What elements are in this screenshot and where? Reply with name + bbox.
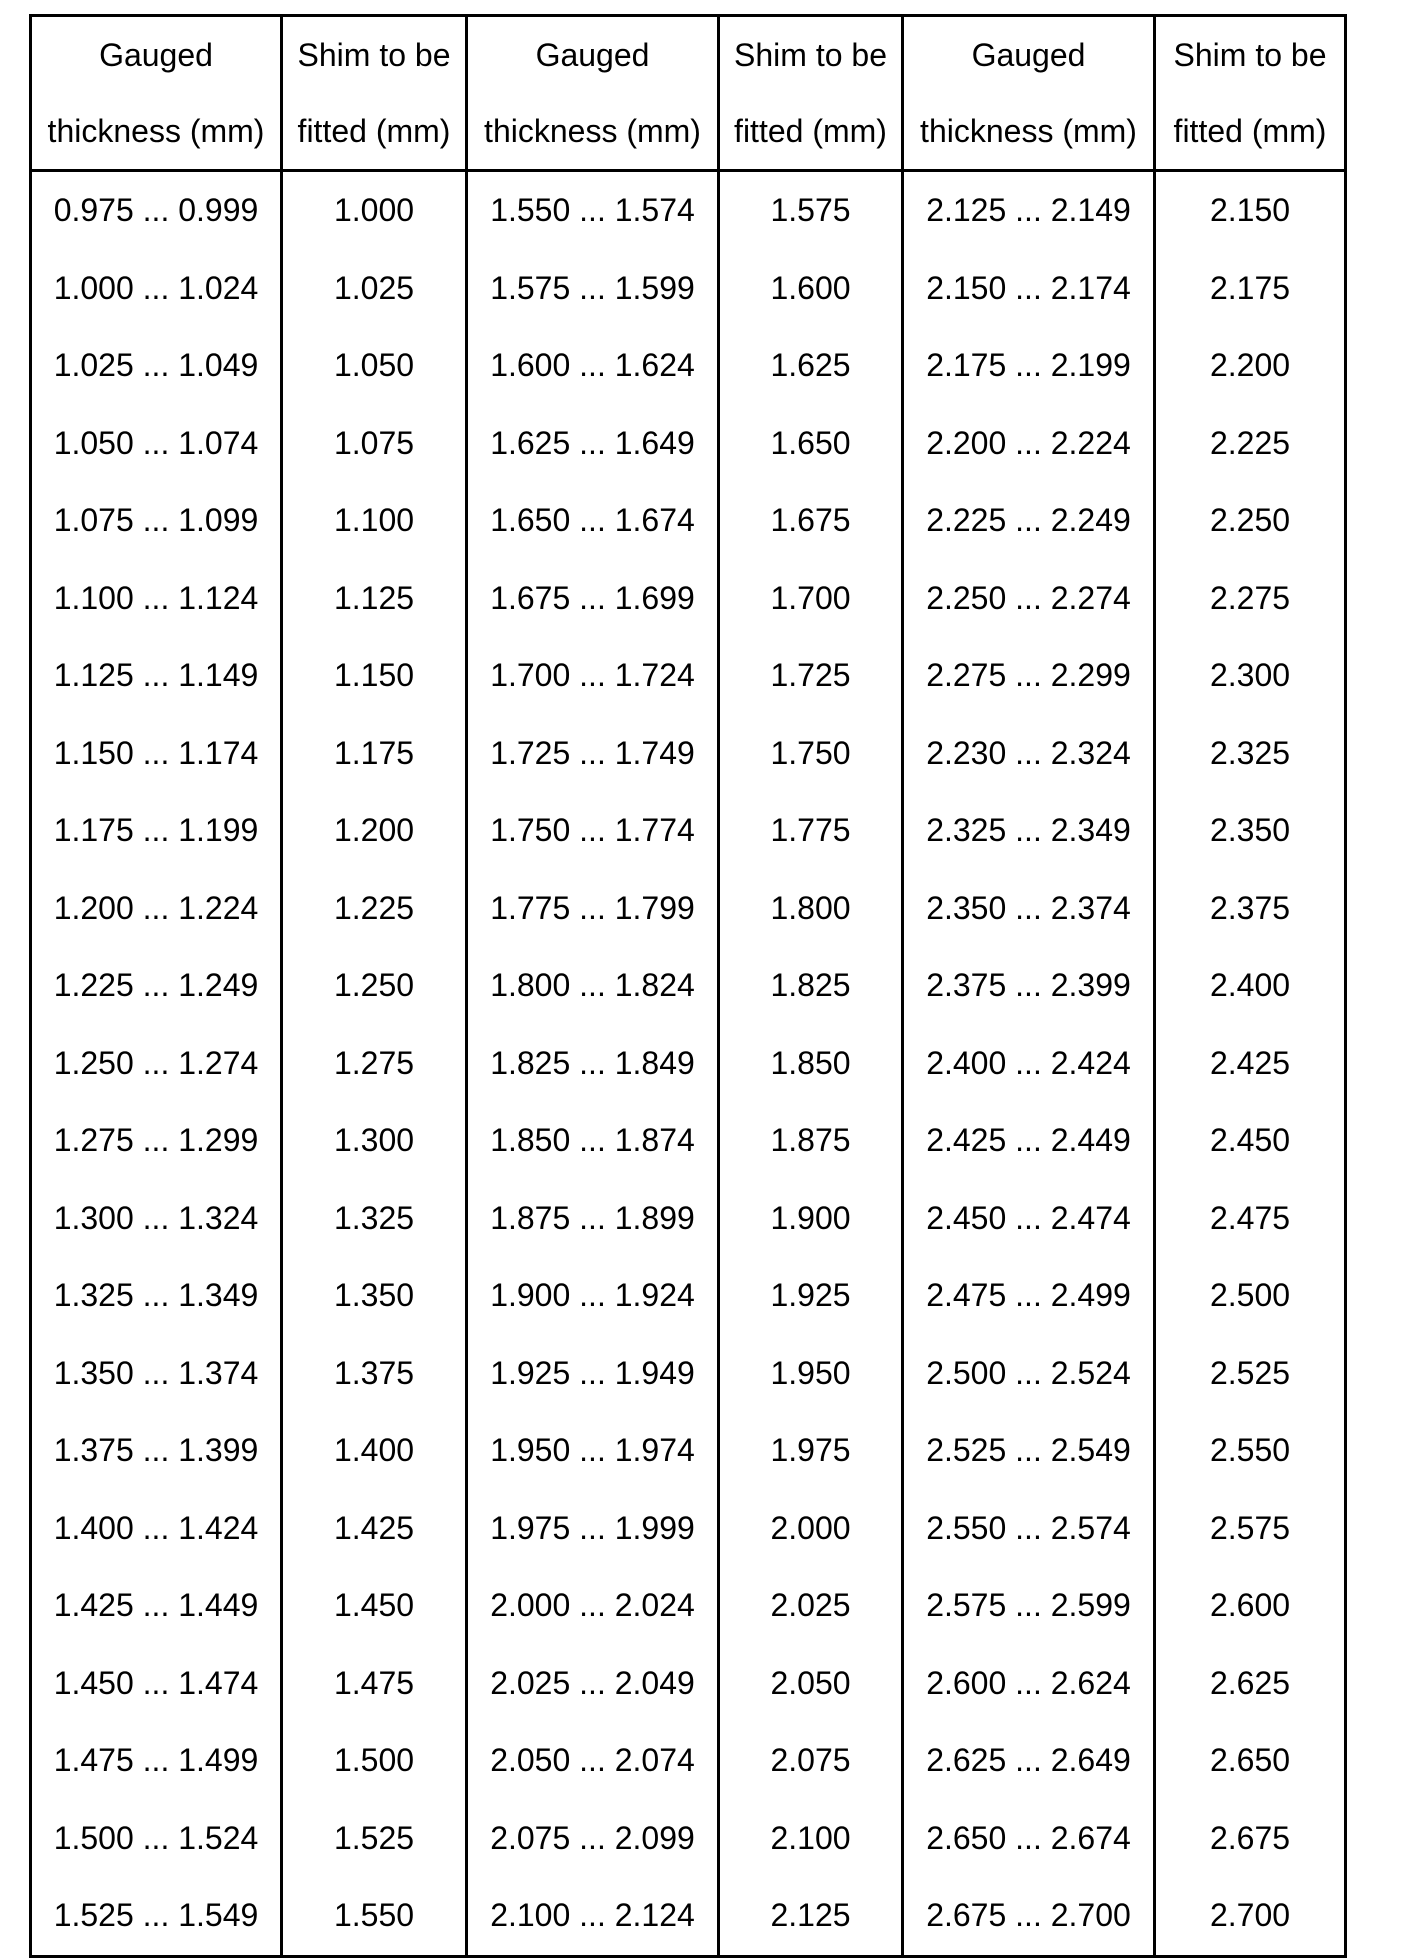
shim-fitted-cell: 1.700 bbox=[719, 560, 903, 638]
gauged-thickness-range-cell: 1.400 ... 1.424 bbox=[31, 1490, 282, 1568]
gauged-thickness-range-cell: 1.950 ... 1.974 bbox=[467, 1412, 719, 1490]
gauged-thickness-range-cell: 2.425 ... 2.449 bbox=[903, 1102, 1155, 1180]
table-row bbox=[31, 1645, 1346, 1723]
shim-fitted-cell: 1.725 bbox=[719, 637, 903, 715]
header-gauged-thickness-2: Gauged bbox=[467, 16, 719, 94]
shim-fitted-cell: 1.500 bbox=[282, 1722, 467, 1800]
header-shim-fitted-2: Shim to be bbox=[719, 16, 903, 94]
table-row bbox=[31, 560, 1346, 638]
gauged-thickness-range-cell: 2.450 ... 2.474 bbox=[903, 1180, 1155, 1258]
gauged-thickness-range-cell: 2.575 ... 2.599 bbox=[903, 1567, 1155, 1645]
gauged-thickness-range-cell: 2.675 ... 2.700 bbox=[903, 1877, 1155, 1956]
gauged-thickness-range-cell: 1.875 ... 1.899 bbox=[467, 1180, 719, 1258]
gauged-thickness-range-cell: 2.400 ... 2.424 bbox=[903, 1025, 1155, 1103]
gauged-thickness-range-cell: 1.275 ... 1.299 bbox=[31, 1102, 282, 1180]
shim-fitted-cell: 2.650 bbox=[1155, 1722, 1346, 1800]
header-shim-fitted-3: Shim to be bbox=[1155, 16, 1346, 94]
gauged-thickness-range-cell: 0.975 ... 0.999 bbox=[31, 171, 282, 250]
shim-fitted-cell: 1.400 bbox=[282, 1412, 467, 1490]
table-row bbox=[31, 1877, 1346, 1956]
gauged-thickness-range-cell: 1.775 ... 1.799 bbox=[467, 870, 719, 948]
shim-fitted-cell: 2.500 bbox=[1155, 1257, 1346, 1335]
header-shim-fitted-unit-1: fitted (mm) bbox=[282, 93, 467, 171]
gauged-thickness-range-cell: 1.125 ... 1.149 bbox=[31, 637, 282, 715]
gauged-thickness-range-cell: 2.375 ... 2.399 bbox=[903, 947, 1155, 1025]
gauged-thickness-range-cell: 2.650 ... 2.674 bbox=[903, 1800, 1155, 1878]
gauged-thickness-range-cell: 1.500 ... 1.524 bbox=[31, 1800, 282, 1878]
gauged-thickness-range-cell: 1.575 ... 1.599 bbox=[467, 250, 719, 328]
shim-fitted-cell: 1.450 bbox=[282, 1567, 467, 1645]
shim-fitted-cell: 2.675 bbox=[1155, 1800, 1346, 1878]
gauged-thickness-range-cell: 1.625 ... 1.649 bbox=[467, 405, 719, 483]
table-row bbox=[31, 482, 1346, 560]
shim-fitted-cell: 2.400 bbox=[1155, 947, 1346, 1025]
shim-fitted-cell: 1.925 bbox=[719, 1257, 903, 1335]
shim-fitted-cell: 1.775 bbox=[719, 792, 903, 870]
gauged-thickness-range-cell: 2.025 ... 2.049 bbox=[467, 1645, 719, 1723]
gauged-thickness-range-cell: 2.350 ... 2.374 bbox=[903, 870, 1155, 948]
header-row-line1 bbox=[31, 16, 1346, 94]
gauged-thickness-range-cell: 1.600 ... 1.624 bbox=[467, 327, 719, 405]
table-row bbox=[31, 1257, 1346, 1335]
shim-fitted-cell: 1.650 bbox=[719, 405, 903, 483]
header-gauged-thickness-1: Gauged bbox=[31, 16, 282, 94]
gauged-thickness-range-cell: 1.650 ... 1.674 bbox=[467, 482, 719, 560]
gauged-thickness-range-cell: 1.850 ... 1.874 bbox=[467, 1102, 719, 1180]
gauged-thickness-range-cell: 1.300 ... 1.324 bbox=[31, 1180, 282, 1258]
shim-fitted-cell: 2.100 bbox=[719, 1800, 903, 1878]
header-row-line2 bbox=[31, 93, 1346, 171]
shim-fitted-cell: 2.025 bbox=[719, 1567, 903, 1645]
header-shim-fitted-1: Shim to be bbox=[282, 16, 467, 94]
shim-fitted-cell: 1.325 bbox=[282, 1180, 467, 1258]
shim-fitted-cell: 1.875 bbox=[719, 1102, 903, 1180]
shim-fitted-cell: 2.450 bbox=[1155, 1102, 1346, 1180]
shim-fitted-cell: 1.300 bbox=[282, 1102, 467, 1180]
shim-fitted-cell: 1.000 bbox=[282, 171, 467, 250]
table-row bbox=[31, 715, 1346, 793]
table-body bbox=[31, 171, 1346, 1957]
gauged-thickness-range-cell: 2.625 ... 2.649 bbox=[903, 1722, 1155, 1800]
shim-fitted-cell: 2.300 bbox=[1155, 637, 1346, 715]
shim-fitted-cell: 1.850 bbox=[719, 1025, 903, 1103]
shim-fitted-cell: 1.250 bbox=[282, 947, 467, 1025]
table-row bbox=[31, 1800, 1346, 1878]
gauged-thickness-range-cell: 1.900 ... 1.924 bbox=[467, 1257, 719, 1335]
shim-fitted-cell: 2.150 bbox=[1155, 171, 1346, 250]
shim-fitted-cell: 1.975 bbox=[719, 1412, 903, 1490]
gauged-thickness-range-cell: 2.000 ... 2.024 bbox=[467, 1567, 719, 1645]
gauged-thickness-range-cell: 2.500 ... 2.524 bbox=[903, 1335, 1155, 1413]
gauged-thickness-range-cell: 2.225 ... 2.249 bbox=[903, 482, 1155, 560]
shim-fitted-cell: 2.425 bbox=[1155, 1025, 1346, 1103]
shim-fitted-cell: 1.175 bbox=[282, 715, 467, 793]
table-row bbox=[31, 1412, 1346, 1490]
table-header bbox=[31, 16, 1346, 171]
table-row bbox=[31, 171, 1346, 250]
header-shim-fitted-unit-2: fitted (mm) bbox=[719, 93, 903, 171]
table-row bbox=[31, 1180, 1346, 1258]
shim-fitted-cell: 1.125 bbox=[282, 560, 467, 638]
gauged-thickness-range-cell: 1.550 ... 1.574 bbox=[467, 171, 719, 250]
shim-fitted-cell: 1.525 bbox=[282, 1800, 467, 1878]
shim-fitted-cell: 1.275 bbox=[282, 1025, 467, 1103]
gauged-thickness-range-cell: 1.025 ... 1.049 bbox=[31, 327, 282, 405]
header-gauged-thickness-3: Gauged bbox=[903, 16, 1155, 94]
shim-fitted-cell: 2.475 bbox=[1155, 1180, 1346, 1258]
shim-fitted-cell: 1.800 bbox=[719, 870, 903, 948]
shim-fitted-cell: 2.325 bbox=[1155, 715, 1346, 793]
shim-fitted-cell: 2.375 bbox=[1155, 870, 1346, 948]
gauged-thickness-range-cell: 2.275 ... 2.299 bbox=[903, 637, 1155, 715]
shim-fitted-cell: 2.275 bbox=[1155, 560, 1346, 638]
shim-fitted-cell: 2.575 bbox=[1155, 1490, 1346, 1568]
shim-fitted-cell: 1.225 bbox=[282, 870, 467, 948]
shim-fitted-cell: 1.050 bbox=[282, 327, 467, 405]
gauged-thickness-range-cell: 2.100 ... 2.124 bbox=[467, 1877, 719, 1956]
shim-fitted-cell: 2.200 bbox=[1155, 327, 1346, 405]
gauged-thickness-range-cell: 1.525 ... 1.549 bbox=[31, 1877, 282, 1956]
shim-fitted-cell: 2.175 bbox=[1155, 250, 1346, 328]
shim-fitted-cell: 1.100 bbox=[282, 482, 467, 560]
shim-fitted-cell: 2.250 bbox=[1155, 482, 1346, 560]
shim-fitted-cell: 1.950 bbox=[719, 1335, 903, 1413]
table-row bbox=[31, 250, 1346, 328]
header-gauged-thickness-unit-3: thickness (mm) bbox=[903, 93, 1155, 171]
shim-fitted-cell: 1.600 bbox=[719, 250, 903, 328]
header-gauged-thickness-unit-2: thickness (mm) bbox=[467, 93, 719, 171]
gauged-thickness-range-cell: 1.225 ... 1.249 bbox=[31, 947, 282, 1025]
gauged-thickness-range-cell: 1.350 ... 1.374 bbox=[31, 1335, 282, 1413]
table-row bbox=[31, 327, 1346, 405]
gauged-thickness-range-cell: 1.725 ... 1.749 bbox=[467, 715, 719, 793]
shim-fitted-cell: 1.350 bbox=[282, 1257, 467, 1335]
gauged-thickness-range-cell: 1.475 ... 1.499 bbox=[31, 1722, 282, 1800]
gauged-thickness-range-cell: 1.000 ... 1.024 bbox=[31, 250, 282, 328]
shim-fitted-cell: 1.750 bbox=[719, 715, 903, 793]
table-row bbox=[31, 637, 1346, 715]
gauged-thickness-range-cell: 1.975 ... 1.999 bbox=[467, 1490, 719, 1568]
shim-fitted-cell: 2.350 bbox=[1155, 792, 1346, 870]
gauged-thickness-range-cell: 2.200 ... 2.224 bbox=[903, 405, 1155, 483]
shim-fitted-cell: 2.075 bbox=[719, 1722, 903, 1800]
gauged-thickness-range-cell: 1.925 ... 1.949 bbox=[467, 1335, 719, 1413]
shim-fitted-cell: 1.200 bbox=[282, 792, 467, 870]
gauged-thickness-range-cell: 1.050 ... 1.074 bbox=[31, 405, 282, 483]
gauged-thickness-range-cell: 2.550 ... 2.574 bbox=[903, 1490, 1155, 1568]
shim-fitted-cell: 1.625 bbox=[719, 327, 903, 405]
header-gauged-thickness-unit-1: thickness (mm) bbox=[31, 93, 282, 171]
gauged-thickness-range-cell: 2.325 ... 2.349 bbox=[903, 792, 1155, 870]
shim-fitted-cell: 2.600 bbox=[1155, 1567, 1346, 1645]
gauged-thickness-range-cell: 1.425 ... 1.449 bbox=[31, 1567, 282, 1645]
table-row bbox=[31, 405, 1346, 483]
gauged-thickness-range-cell: 1.700 ... 1.724 bbox=[467, 637, 719, 715]
gauged-thickness-range-cell: 1.325 ... 1.349 bbox=[31, 1257, 282, 1335]
shim-fitted-cell: 1.425 bbox=[282, 1490, 467, 1568]
gauged-thickness-range-cell: 2.125 ... 2.149 bbox=[903, 171, 1155, 250]
shim-fitted-cell: 2.550 bbox=[1155, 1412, 1346, 1490]
shim-fitted-cell: 1.150 bbox=[282, 637, 467, 715]
shim-fitted-cell: 1.025 bbox=[282, 250, 467, 328]
table-row bbox=[31, 792, 1346, 870]
gauged-thickness-range-cell: 1.250 ... 1.274 bbox=[31, 1025, 282, 1103]
gauged-thickness-range-cell: 1.375 ... 1.399 bbox=[31, 1412, 282, 1490]
header-shim-fitted-unit-3: fitted (mm) bbox=[1155, 93, 1346, 171]
table-row bbox=[31, 1025, 1346, 1103]
gauged-thickness-range-cell: 2.600 ... 2.624 bbox=[903, 1645, 1155, 1723]
shim-selection-table-container bbox=[29, 14, 1344, 1958]
shim-fitted-cell: 2.525 bbox=[1155, 1335, 1346, 1413]
gauged-thickness-range-cell: 2.525 ... 2.549 bbox=[903, 1412, 1155, 1490]
gauged-thickness-range-cell: 1.100 ... 1.124 bbox=[31, 560, 282, 638]
shim-fitted-cell: 1.075 bbox=[282, 405, 467, 483]
shim-fitted-cell: 2.125 bbox=[719, 1877, 903, 1956]
gauged-thickness-range-cell: 2.250 ... 2.274 bbox=[903, 560, 1155, 638]
table-row bbox=[31, 1567, 1346, 1645]
table-row bbox=[31, 1335, 1346, 1413]
table-row bbox=[31, 870, 1346, 948]
table-row bbox=[31, 1722, 1346, 1800]
gauged-thickness-range-cell: 1.075 ... 1.099 bbox=[31, 482, 282, 560]
gauged-thickness-range-cell: 2.475 ... 2.499 bbox=[903, 1257, 1155, 1335]
shim-fitted-cell: 2.225 bbox=[1155, 405, 1346, 483]
gauged-thickness-range-cell: 2.050 ... 2.074 bbox=[467, 1722, 719, 1800]
gauged-thickness-range-cell: 2.075 ... 2.099 bbox=[467, 1800, 719, 1878]
table-row bbox=[31, 1490, 1346, 1568]
gauged-thickness-range-cell: 2.175 ... 2.199 bbox=[903, 327, 1155, 405]
table-row bbox=[31, 1102, 1346, 1180]
gauged-thickness-range-cell: 1.150 ... 1.174 bbox=[31, 715, 282, 793]
shim-selection-table bbox=[29, 14, 1347, 1958]
shim-fitted-cell: 1.575 bbox=[719, 171, 903, 250]
gauged-thickness-range-cell: 1.175 ... 1.199 bbox=[31, 792, 282, 870]
shim-fitted-cell: 2.050 bbox=[719, 1645, 903, 1723]
shim-fitted-cell: 1.475 bbox=[282, 1645, 467, 1723]
gauged-thickness-range-cell: 1.825 ... 1.849 bbox=[467, 1025, 719, 1103]
gauged-thickness-range-cell: 1.200 ... 1.224 bbox=[31, 870, 282, 948]
gauged-thickness-range-cell: 1.800 ... 1.824 bbox=[467, 947, 719, 1025]
shim-fitted-cell: 2.625 bbox=[1155, 1645, 1346, 1723]
shim-fitted-cell: 1.825 bbox=[719, 947, 903, 1025]
gauged-thickness-range-cell: 1.750 ... 1.774 bbox=[467, 792, 719, 870]
gauged-thickness-range-cell: 2.150 ... 2.174 bbox=[903, 250, 1155, 328]
shim-fitted-cell: 1.375 bbox=[282, 1335, 467, 1413]
shim-fitted-cell: 2.000 bbox=[719, 1490, 903, 1568]
gauged-thickness-range-cell: 2.230 ... 2.324 bbox=[903, 715, 1155, 793]
shim-fitted-cell: 2.700 bbox=[1155, 1877, 1346, 1956]
shim-fitted-cell: 1.675 bbox=[719, 482, 903, 560]
gauged-thickness-range-cell: 1.450 ... 1.474 bbox=[31, 1645, 282, 1723]
shim-fitted-cell: 1.900 bbox=[719, 1180, 903, 1258]
shim-fitted-cell: 1.550 bbox=[282, 1877, 467, 1956]
table-row bbox=[31, 947, 1346, 1025]
gauged-thickness-range-cell: 1.675 ... 1.699 bbox=[467, 560, 719, 638]
